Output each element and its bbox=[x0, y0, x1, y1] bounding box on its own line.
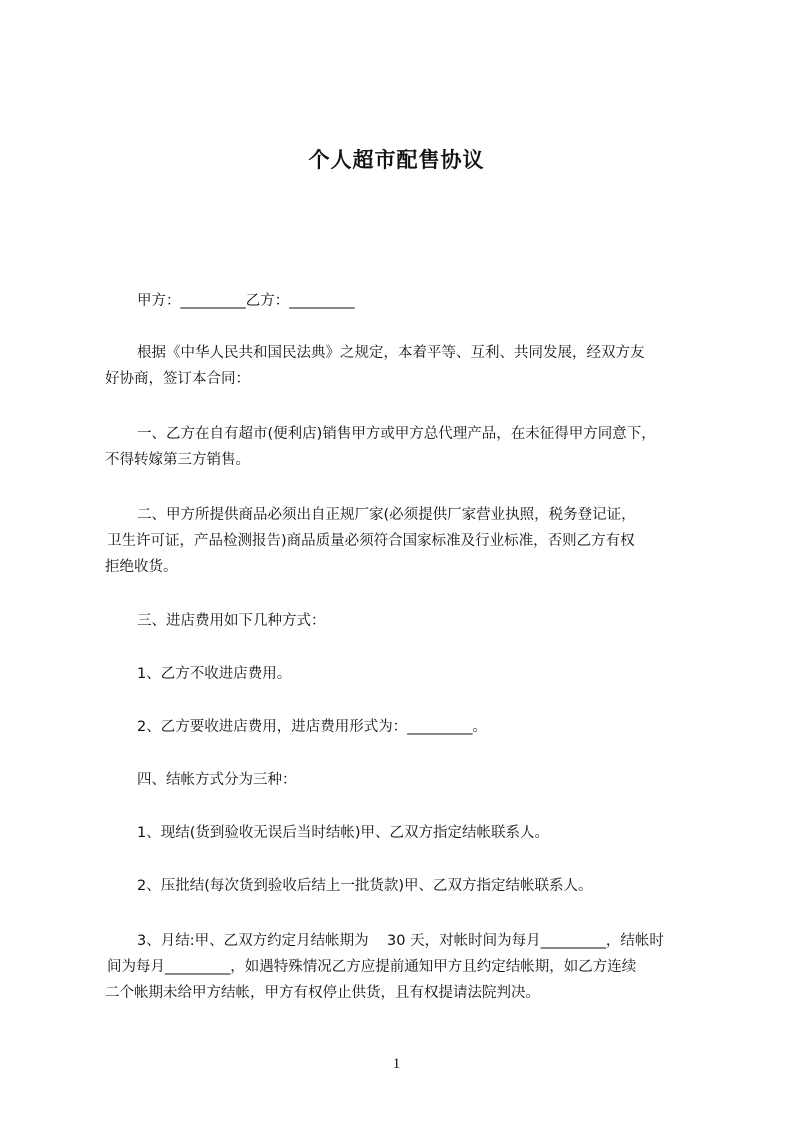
section-2-line-2: 卫生许可证，产品检测报告)商品质量必须符合国家标准及行业标准，否则乙方有权 bbox=[107, 533, 635, 549]
section-3-item-1: 1、乙方不收进店费用。 bbox=[137, 666, 292, 682]
section-2-line-3: 拒绝收货。 bbox=[105, 559, 178, 575]
section-4-item-3-line-1: 3、月结:甲、乙双方约定月结帐期为 30 天，对帐时间为每月_________，结帐时 bbox=[137, 933, 664, 949]
section-1-line-2: 不得转嫁第三方销售。 bbox=[105, 452, 250, 468]
intro-line-2: 好协商，签订本合同： bbox=[105, 371, 250, 387]
section-2-line-1: 二、甲方所提供商品必须出自正规厂家(必须提供厂家营业执照，税务登记证， bbox=[137, 507, 636, 523]
page-number: 1 bbox=[392, 1056, 401, 1072]
section-4-item-3-line-2: 间为每月_________，如遇特殊情况乙方应提前通知甲方且约定结帐期，如乙方连续 bbox=[107, 959, 637, 975]
intro-line-1: 根据《中华人民共和国民法典》之规定，本着平等、互利、共同发展，经双方友 bbox=[137, 345, 645, 361]
section-4-item-2: 2、压批结(每次货到验收后结上一批货款)甲、乙双方指定结帐联系人。 bbox=[137, 878, 593, 894]
section-4-item-3-line-3: 二个帐期未给甲方结帐，甲方有权停止供货，且有权提请法院判决。 bbox=[105, 985, 540, 1001]
section-4-heading: 四、结帐方式分为三种： bbox=[137, 772, 297, 788]
section-3-item-2: 2、乙方要收进店费用，进店费用形式为：_________。 bbox=[137, 719, 487, 735]
section-1-line-1: 一、乙方在自有超市(便利店)销售甲方或甲方总代理产品，在未征得甲方同意下， bbox=[137, 426, 656, 442]
section-3-heading: 三、进店费用如下几种方式： bbox=[137, 613, 326, 629]
parties-line: 甲方：_________乙方：_________ bbox=[137, 293, 355, 309]
document-title: 个人超市配售协议 bbox=[308, 148, 485, 172]
section-4-item-1: 1、现结(货到验收无误后当时结帐)甲、乙双方指定结帐联系人。 bbox=[137, 825, 550, 841]
